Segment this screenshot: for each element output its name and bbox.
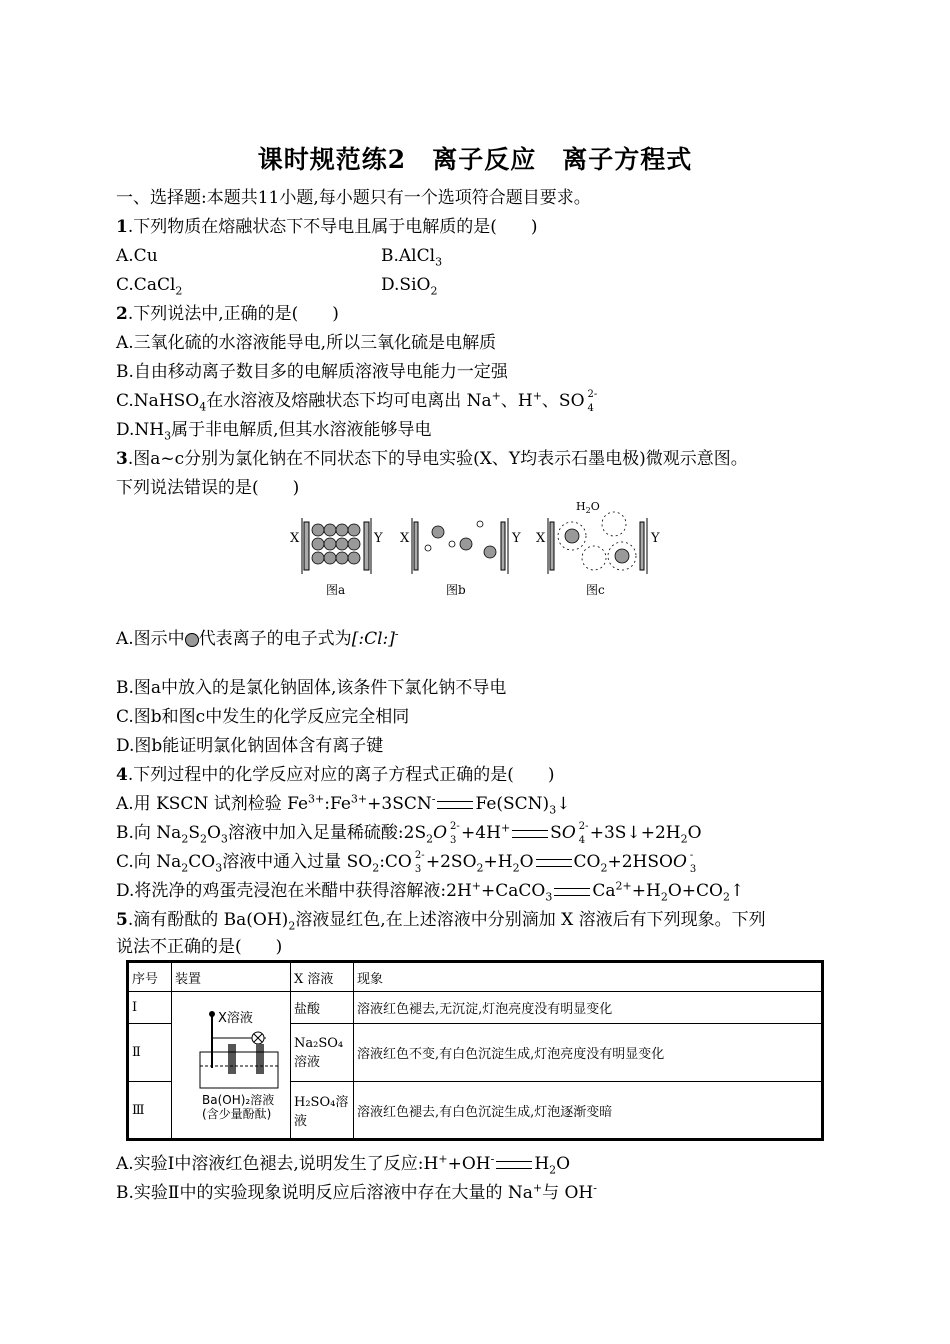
q5-option-b: B.实验Ⅱ中的实验现象说明反应后溶液中存在大量的 Na+与 OH- bbox=[116, 1181, 597, 1203]
header-apparatus: 装置 bbox=[172, 962, 291, 992]
q3-stem: 3.图a~c分别为氯化钠在不同状态下的导电实验(X、Y均表示石墨电极)微观示意图。 bbox=[116, 449, 748, 469]
fig-c-y-label: Y bbox=[651, 531, 660, 546]
q4-option-c: C.向 $Na_2CO_3$溶液中通入过量 $SO_2:CO$ 2- 3 $+2SO_2+H_2O$ $CO_2+2HSOO$ - 3 bbox=[116, 850, 697, 875]
apparatus-solution-label: Ba(OH)₂溶液 bbox=[202, 1093, 275, 1107]
q3-stem-2: 下列说法错误的是( ) bbox=[116, 478, 300, 498]
fig-c-caption: 图c bbox=[586, 583, 605, 597]
row-no: Ⅲ bbox=[128, 1082, 172, 1140]
q2-option-a: A.三氧化硫的水溶液能导电,所以三氧化硫是电解质 bbox=[116, 333, 497, 353]
header-x-solution: X 溶液 bbox=[291, 962, 354, 992]
q1-options-cd: C.CaCl$_2$ D.SiO$_2$ bbox=[116, 275, 438, 298]
q3-option-a: A.图示中 代表离子的电子式为[:Cl:]- bbox=[116, 627, 399, 649]
q4-option-a: A.用 KSCN 试剂检验 $Fe^{3+}:Fe^{3+}+3SCN^-$ $Fe(SCN)_3↓$ bbox=[116, 792, 571, 817]
ion-ball-icon bbox=[185, 633, 199, 647]
q2-stem: 2.下列说法中,正确的是( ) bbox=[116, 304, 339, 324]
section-heading: 一、选择题:本题共11小题,每小题只有一个选项符合题目要求。 bbox=[116, 188, 591, 208]
q3-option-d: D.图b能证明氯化钠固体含有离子键 bbox=[116, 736, 384, 756]
q5-stem-2: 说法不正确的是( ) bbox=[116, 937, 283, 957]
q5-table bbox=[126, 960, 824, 1141]
q5-option-a: A.实验Ⅰ中溶液红色褪去,说明发生了反应:H++OH- $H_2O$ bbox=[116, 1152, 571, 1177]
fig-c-x-label: X bbox=[536, 531, 546, 546]
q3-option-c: C.图b和图c中发生的化学反应完全相同 bbox=[116, 707, 410, 727]
q2-option-b: B.自由移动离子数目多的电解质溶液导电能力一定强 bbox=[116, 362, 508, 382]
row-x-solution: 盐酸 bbox=[291, 992, 354, 1024]
page-title: 课时规范练2 离子反应 离子方程式 bbox=[257, 145, 693, 174]
q5-stem: 5.滴有酚酞的 $Ba(OH)_2$溶液显红色,在上述溶液中分别滴加 X 溶液后有下列现象。下列 bbox=[116, 910, 766, 933]
row-x-solution: Na₂SO₄溶液 bbox=[291, 1024, 354, 1082]
table-row bbox=[128, 992, 823, 1024]
q4-option-d: D.将洗净的鸡蛋壳浸泡在米醋中获得溶解液:2H++CaCO$_3$ $Ca^{2+}+H_2O+CO_2↑$ bbox=[116, 879, 745, 904]
row-no: Ⅰ bbox=[128, 992, 172, 1024]
apparatus-cell bbox=[172, 992, 291, 1140]
row-x-solution: H₂SO₄溶液 bbox=[291, 1082, 354, 1140]
q2-option-c: C.NaHSO$_4$在水溶液及熔融状态下均可电离出 Na+、H+、SO 2- 4 bbox=[116, 389, 598, 414]
fig-b-caption: 图b bbox=[446, 583, 466, 597]
header-no: 序号 bbox=[128, 962, 172, 992]
table-header-row bbox=[128, 962, 823, 992]
fig-a-x-label: X bbox=[290, 531, 300, 546]
q4-option-b: B.向 $Na_2S_2O_3$溶液中加入足量稀硫酸$:2S_2O$ 2- 3 +4H+ SO 2- 4 $+3S↓+2H_2O$ bbox=[116, 821, 702, 846]
row-phenomenon: 溶液红色褪去,无沉淀,灯泡亮度没有明显变化 bbox=[354, 992, 823, 1024]
fig-c-h2o-label: $H_2O$ bbox=[576, 500, 600, 515]
fig-a-caption: 图a bbox=[326, 583, 346, 597]
q1-stem: 1.下列物质在熔融状态下不导电且属于电解质的是( ) bbox=[116, 217, 538, 237]
apparatus-x-label: X溶液 bbox=[218, 1011, 253, 1026]
row-phenomenon: 溶液红色褪去,有白色沉淀生成,灯泡逐渐变暗 bbox=[354, 1082, 823, 1140]
fig-a-y-label: Y bbox=[374, 531, 383, 546]
fig-b-y-label: Y bbox=[512, 531, 521, 546]
apparatus-diagram bbox=[172, 1004, 284, 1122]
q3-option-b: B.图a中放入的是氯化钠固体,该条件下氯化钠不导电 bbox=[116, 678, 507, 698]
q1-options-ab: A.Cu B.AlCl$_3$ bbox=[116, 246, 443, 269]
q3-figure bbox=[288, 500, 668, 600]
q2-option-d: $D.NH_3$属于非电解质,但其水溶液能够导电 bbox=[116, 420, 432, 443]
q4-stem: 4.下列过程中的化学反应对应的离子方程式正确的是( ) bbox=[116, 765, 555, 785]
row-no: Ⅱ bbox=[128, 1024, 172, 1082]
header-phenomenon: 现象 bbox=[354, 962, 823, 992]
row-phenomenon: 溶液红色不变,有白色沉淀生成,灯泡亮度没有明显变化 bbox=[354, 1024, 823, 1082]
apparatus-solution-note: (含少量酚酞) bbox=[202, 1107, 272, 1121]
fig-b-x-label: X bbox=[400, 531, 410, 546]
